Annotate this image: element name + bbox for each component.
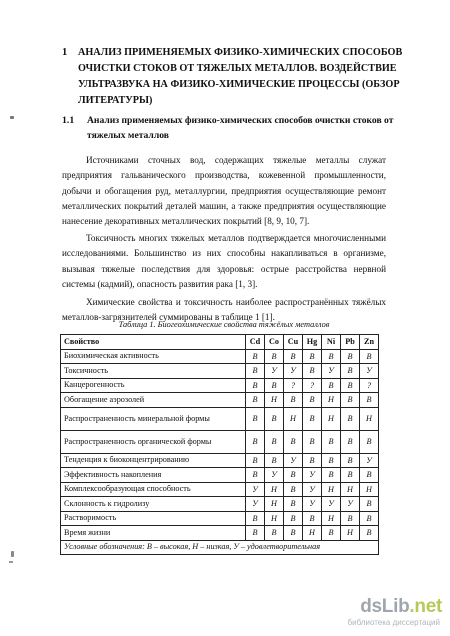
value-cell: В (322, 430, 341, 453)
value-cell: В (284, 349, 303, 364)
value-cell: Н (265, 482, 284, 497)
value-cell: В (322, 378, 341, 393)
header-property: Свойство (61, 335, 246, 350)
property-name-cell: Время жизни (61, 526, 246, 541)
value-cell: В (284, 430, 303, 453)
value-cell: В (284, 511, 303, 526)
value-cell: В (246, 526, 265, 541)
header-zn: Zn (360, 335, 379, 350)
table-row (61, 468, 379, 483)
value-cell: Н (360, 407, 379, 430)
value-cell: В (284, 468, 303, 483)
value-cell: В (246, 378, 265, 393)
value-cell: Н (322, 393, 341, 408)
value-cell: У (265, 364, 284, 379)
value-cell: В (246, 364, 265, 379)
property-name-cell: Эффективность накопления (61, 468, 246, 483)
value-cell: У (265, 468, 284, 483)
value-cell: В (341, 430, 360, 453)
value-cell: В (246, 407, 265, 430)
value-cell: В (246, 511, 265, 526)
value-cell: У (322, 364, 341, 379)
value-cell: У (303, 482, 322, 497)
value-cell: В (265, 453, 284, 468)
value-cell: Н (360, 482, 379, 497)
table-row (61, 526, 379, 541)
value-cell: У (284, 364, 303, 379)
value-cell: В (360, 393, 379, 408)
value-cell: В (341, 511, 360, 526)
value-cell: Н (284, 407, 303, 430)
value-cell: В (246, 393, 265, 408)
value-cell: Н (322, 407, 341, 430)
property-name-cell: Склонность к гидролизу (61, 497, 246, 512)
table-row (61, 453, 379, 468)
value-cell: В (360, 497, 379, 512)
value-cell: В (246, 468, 265, 483)
value-cell: В (265, 378, 284, 393)
value-cell: Н (341, 482, 360, 497)
section-title: АНАЛИЗ ПРИМЕНЯЕМЫХ ФИЗИКО-ХИМИЧЕСКИХ СПОСОБОВ ОЧИСТКИ СТОКОВ ОТ ТЯЖЕЛЫХ МЕТАЛЛОВ. ВОЗДЕЙСТВИЕ УЛЬТРАЗВУКА НА ФИЗИКО-ХИМИЧЕСКИЕ ПРОЦЕССЫ (ОБЗОР ЛИТЕРАТУРЫ) (78, 47, 403, 106)
subsection-number: 1.1 (62, 115, 75, 126)
legend-row (61, 540, 379, 555)
value-cell: В (284, 526, 303, 541)
value-cell: В (303, 364, 322, 379)
value-cell: В (341, 349, 360, 364)
value-cell: В (246, 430, 265, 453)
scan-speck (10, 116, 14, 119)
section-number: 1 (62, 47, 68, 58)
property-name-cell: Канцерогенность (61, 378, 246, 393)
value-cell: В (303, 407, 322, 430)
table-row (61, 407, 379, 430)
value-cell: В (322, 526, 341, 541)
value-cell: В (284, 497, 303, 512)
value-cell: В (303, 511, 322, 526)
value-cell: У (284, 453, 303, 468)
value-cell: Н (265, 497, 284, 512)
scan-speck (11, 551, 14, 557)
value-cell: У (322, 497, 341, 512)
header-ni: Ni (322, 335, 341, 350)
value-cell: В (341, 407, 360, 430)
value-cell: В (341, 378, 360, 393)
header-hg: Hg (303, 335, 322, 350)
table-row (61, 378, 379, 393)
paragraph-toxicity: Токсичность многих тяжелых металлов подтверждается многочисленными исследованиями. Большинство из них способны накапливаться в организме, вызывая тяжелые последствия для здоровья: острые расстройства нервной системы (кадмий), опасность развития рака [1, 3]. (62, 233, 386, 290)
value-cell: В (246, 349, 265, 364)
header-co: Co (265, 335, 284, 350)
value-cell: Н (303, 526, 322, 541)
properties-table (60, 334, 379, 555)
value-cell: У (303, 497, 322, 512)
property-name-cell: Распространенность органической формы (61, 430, 246, 453)
value-cell: В (322, 453, 341, 468)
value-cell: ? (360, 378, 379, 393)
watermark-logo: dsLib.net (360, 596, 442, 617)
property-name-cell: Биохимическая активность (61, 349, 246, 364)
value-cell: В (360, 526, 379, 541)
value-cell: В (341, 393, 360, 408)
header-cu: Cu (284, 335, 303, 350)
property-name-cell: Обогащение аэрозолей (61, 393, 246, 408)
value-cell: В (303, 393, 322, 408)
value-cell: Н (265, 393, 284, 408)
value-cell: В (360, 511, 379, 526)
value-cell: В (360, 468, 379, 483)
property-name-cell: Распространенность минеральной формы (61, 407, 246, 430)
table-row (61, 393, 379, 408)
value-cell: В (284, 482, 303, 497)
table-legend: Условные обозначения: В – высокая, Н – низкая, У – удовлетворительная (61, 540, 379, 555)
value-cell: Н (265, 511, 284, 526)
table-row (61, 511, 379, 526)
table-caption: Таблица 1. Биогеохимические свойства тяжёлых металлов (118, 320, 330, 329)
value-cell: В (265, 349, 284, 364)
value-cell: В (303, 349, 322, 364)
property-name-cell: Тенденция к биоконцентрированию (61, 453, 246, 468)
value-cell: У (303, 468, 322, 483)
paragraph-table-intro: Химические свойства и токсичность наиболее распространённых тяжёлых металлов-загрязнителей суммированы в таблице 1 [1]. (62, 297, 386, 323)
value-cell: В (303, 453, 322, 468)
value-cell: В (341, 453, 360, 468)
value-cell: В (265, 526, 284, 541)
value-cell: В (360, 349, 379, 364)
value-cell: В (265, 430, 284, 453)
value-cell: В (322, 349, 341, 364)
property-name-cell: Комплексообразующая способность (61, 482, 246, 497)
value-cell: В (246, 453, 265, 468)
header-cd: Cd (246, 335, 265, 350)
value-cell: У (360, 453, 379, 468)
header-pb: Pb (341, 335, 360, 350)
value-cell: У (246, 497, 265, 512)
value-cell: У (341, 497, 360, 512)
value-cell: ? (284, 378, 303, 393)
value-cell: Н (322, 511, 341, 526)
table-row (61, 430, 379, 453)
value-cell: В (284, 393, 303, 408)
value-cell: ? (303, 378, 322, 393)
value-cell: В (341, 364, 360, 379)
value-cell: Н (341, 526, 360, 541)
table-row (61, 497, 379, 512)
dslib-watermark (326, 596, 442, 628)
value-cell: В (303, 430, 322, 453)
value-cell: В (322, 468, 341, 483)
table-row (61, 364, 379, 379)
value-cell: У (360, 364, 379, 379)
property-name-cell: Токсичность (61, 364, 246, 379)
value-cell: У (246, 482, 265, 497)
watermark-text: библиотека диссертаций (347, 618, 440, 627)
table-row (61, 482, 379, 497)
scan-speck (9, 561, 13, 563)
property-name-cell: Растворимость (61, 511, 246, 526)
table-row (61, 349, 379, 364)
paragraph-sources: Источниками сточных вод, содержащих тяжелые металлы служат предприятия гальванического производства, кожевенной промышленности, добычи и обогащения руд, металлургии, предприятия осуществляющие ремонт металлических покрытий деталей машин, а также предприятия осуществляющие нанесение декоративных металлических покрытий [8, 9, 10, 7]. (62, 155, 386, 227)
table-header-row (61, 335, 379, 350)
value-cell: В (265, 407, 284, 430)
value-cell: В (360, 430, 379, 453)
value-cell: В (341, 468, 360, 483)
value-cell: Н (322, 482, 341, 497)
subsection-title: Анализ применяемых физико-химических способов очистки стоков от тяжелых металлов (87, 115, 394, 141)
